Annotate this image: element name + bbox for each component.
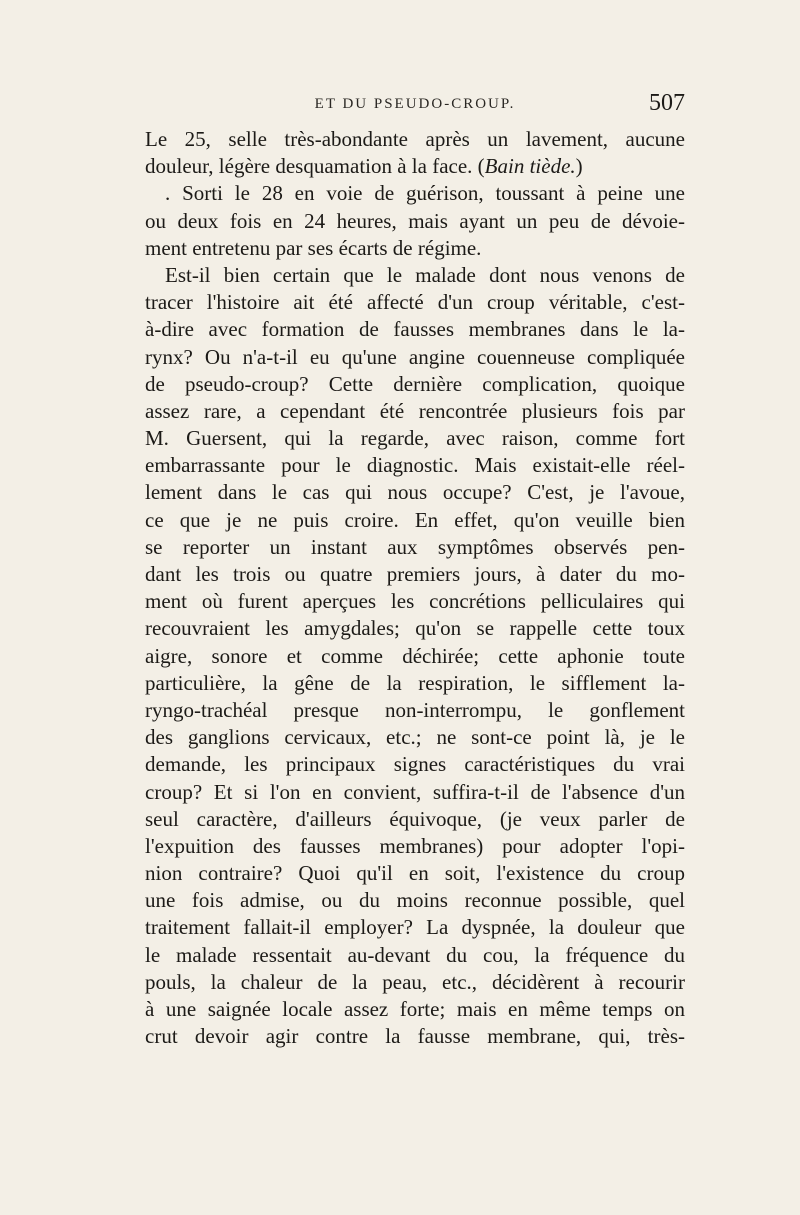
text-line: . Sorti le 28 en voie de guérison, toussant à peine une [165,181,685,206]
italic-fragment: Bain tiède. [484,154,576,179]
text-line: particulière, la gêne de la respiration, le sifflement la- [145,670,685,695]
text-line: Le 25, selle très-abondante après un lavement, aucune [145,127,685,151]
page-number: 507 [649,90,685,116]
text-line: traitement fallait-il employer? La dyspnée, la douleur que [145,915,685,940]
page-header [145,92,685,122]
body-text [145,126,685,1050]
text-line: rynx? Ou n'a-t-il eu qu'une angine couenneuse compliquée [145,344,685,369]
text-line: embarrassante pour le diagnostic. Mais existait-elle réel- [145,453,685,478]
text-line: aigre, sonore et comme déchirée; cette aphonie toute [145,643,685,668]
text-fragment: ) [575,154,583,179]
text-line: crut devoir agir contre la fausse membrane, qui, très- [145,1024,685,1049]
text-fragment: douleur, légère desquamation à la face. ( [145,154,485,179]
text-line: croup? Et si l'on en convient, suffira-t-il de l'absence d'un [145,779,685,804]
text-line: ment entretenu par ses écarts de régime. [145,235,482,260]
text-line: ment où furent aperçues les concrétions pelliculaires qui [145,589,685,614]
text-line [145,153,685,180]
text-line: assez rare, a cependant été rencontrée plusieurs fois par [145,398,685,423]
text-line: de pseudo-croup? Cette dernière complication, quoique [145,371,685,396]
text-line: recouvraient les amygdales; qu'on se rappelle cette toux [145,616,685,641]
text-line: tracer l'histoire ait été affecté d'un croup véritable, c'est- [145,290,685,315]
text-line: des ganglions cervicaux, etc.; ne sont-ce point là, je le [145,725,685,750]
text-line: ce que je ne puis croire. En effet, qu'on veuille bien [145,507,685,532]
text-line: l'expuition des fausses membranes) pour adopter l'opi- [145,833,685,858]
text-line: le malade ressentait au-devant du cou, la fréquence du [145,942,685,967]
text-line: M. Guersent, qui la regarde, avec raison, comme fort [145,426,685,451]
text-line: se reporter un instant aux symptômes observés pen- [145,534,685,559]
text-line: une fois admise, ou du moins reconnue possible, quel [145,888,685,913]
text-line: seul caractère, d'ailleurs équivoque, (je veux parler de [145,806,685,831]
text-line: à-dire avec formation de fausses membranes dans le la- [145,317,685,342]
running-head: ET DU PSEUDO-CROUP. [314,96,516,112]
text-line: demande, les principaux signes caractéristiques du vrai [145,752,685,777]
text-line: dant les trois ou quatre premiers jours, à dater du mo- [145,562,685,586]
text-line: nion contraire? Quoi qu'il en soit, l'existence du croup [145,861,685,886]
text-line: lement dans le cas qui nous occupe? C'est, je l'avoue, [145,480,685,505]
text-line: ou deux fois en 24 heures, mais ayant un peu de dévoie- [145,208,685,233]
text-line: ryngo-trachéal presque non-interrompu, le gonflement [145,697,685,722]
text-line: à une saignée locale assez forte; mais en même temps on [145,997,685,1021]
text-line: Est-il bien certain que le malade dont nous venons de [165,262,685,287]
text-line: pouls, la chaleur de la peau, etc., décidèrent à recourir [145,969,685,994]
